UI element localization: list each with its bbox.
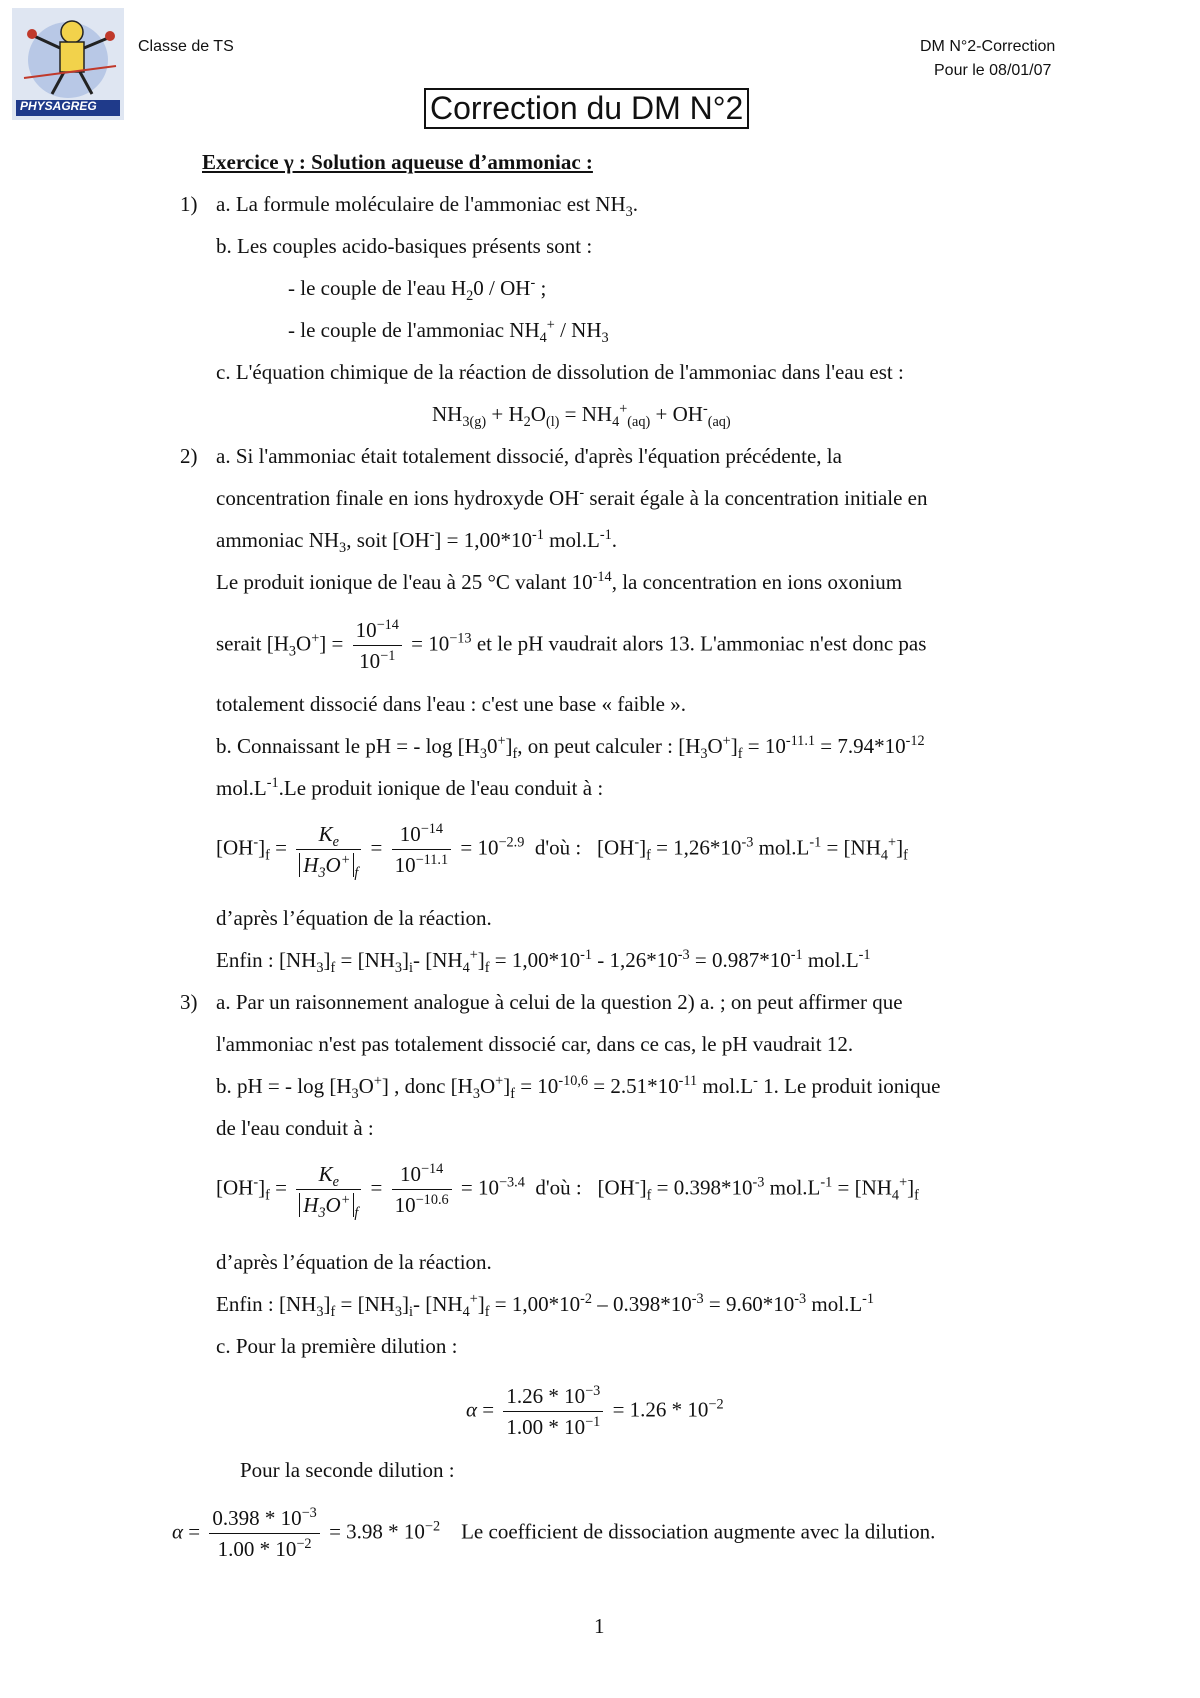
q1-number: 1) bbox=[180, 192, 198, 216]
q2-b-formula: $[OH^-]_f$ = $\frac{K_e}{H_3O^+_f}$ = $\frac{10^{-14}}{10^{-11.1}}$ = $10^{-2.9}$ d'où : $[OH^-]_f = 1,26*10^{-3}$ $mol.L^{-1} = [NH_4^+]_f$ bbox=[216, 821, 908, 882]
header-left: Classe de TS bbox=[138, 38, 234, 55]
q3-b-line2: de l'eau conduit à : bbox=[216, 1116, 374, 1140]
header-right-line1: DM N°2-Correction bbox=[920, 38, 1056, 55]
q2-a-line6: totalement dissocié dans l'eau : c'est une base « faible ». bbox=[216, 692, 686, 716]
q3-number: 3) bbox=[180, 990, 198, 1014]
exercise-heading: Exercice γ : Solution aqueuse d’ammoniac : bbox=[202, 150, 593, 174]
q2-a-line1: a. Si l'ammoniac était totalement dissocié, d'après l'équation précédente, la bbox=[216, 444, 842, 468]
logo bbox=[12, 8, 124, 120]
q3-after: d’après l’équation de la réaction. bbox=[216, 1250, 492, 1274]
page-number: 1 bbox=[594, 1614, 605, 1638]
q3-enfin: Enfin : $[NH_3]_f = [NH_3]_i-$ $[NH_4^+]_f = 1,00*10^{-2} - 0.398*10^{-3} = 9.60*10^{-3}$ $mol.L^{-1}$ bbox=[216, 1291, 875, 1321]
q1-b: b. Les couples acido-basiques présents sont : bbox=[216, 234, 593, 258]
q2-number: 2) bbox=[180, 444, 198, 468]
page-title: Correction du DM N°2 bbox=[424, 88, 749, 129]
q2-a-line5: serait $[H_3O^+]$ = $\frac{10^{-14}}{10^{-1}}$ = $10^{-13}$ et le pH vaudrait alors 13. L'ammoniac n'est donc pas bbox=[216, 617, 927, 674]
q2-a-line2: concentration finale en ions hydroxyde OH- serait égale à la concentration initiale en bbox=[216, 485, 928, 510]
q3-alpha2: α = $\frac{0.398 * 10^{-3}}{1.00 * 10^{-2}}$ = $3.98 * 10^{-2}$ Le coefficient de dissociation augmente avec la dilution. bbox=[172, 1505, 936, 1562]
q2-b-line1: b. Connaissant le pH = - $\log [H_30^+]_f$, on peut calculer : $[H_3O^+]_f = 10^{-11.1} = 7.94*10^{-12}$ bbox=[216, 733, 925, 763]
q1-c: c. L'équation chimique de la réaction de dissolution de l'ammoniac dans l'eau est : bbox=[216, 360, 904, 384]
q3-second: Pour la seconde dilution : bbox=[240, 1458, 455, 1482]
q3-a-line1: a. Par un raisonnement analogue à celui de la question 2) a. ; on peut affirmer que bbox=[216, 990, 903, 1014]
q3-b-line1: b. pH = - $\log [H_3O^+]$ , donc $[H_3O^+]_f = 10^{-10,6} = 2.51*10^{-11}$ mol.L- 1. Le produit ionique bbox=[216, 1073, 941, 1103]
q2-enfin: Enfin : $[NH_3]_f = [NH_3]_i-$ $[NH_4^+]_f = 1,00*10^{-1} - 1,26*10^{-3} = 0.987*10^{-1}$ $mol.L^{-1}$ bbox=[216, 947, 871, 977]
q2-after: d’après l’équation de la réaction. bbox=[216, 906, 492, 930]
q3-c: c. Pour la première dilution : bbox=[216, 1334, 458, 1358]
header-right-line2: Pour le 08/01/07 bbox=[934, 62, 1052, 79]
logo-text: PHYSAGREG bbox=[20, 99, 97, 113]
q1-equation: $NH_{3(g)} + H_2O_{(l)} = NH_4^+_{(aq)} + OH^-_{(aq)}$ bbox=[432, 401, 731, 431]
q2-a-line3: ammoniac $NH_3$, soit $[OH^-] = 1,00*10^{-1}$ $mol.L^{-1}$. bbox=[216, 527, 617, 557]
q2-a-line4: Le produit ionique de l'eau à 25 °C valant $10^{-14}$, la concentration en ions oxonium bbox=[216, 569, 903, 594]
q2-b-line2: $mol.L^{-1}.Le$ produit ionique de l'eau conduit à : bbox=[216, 775, 604, 800]
q3-b-formula: $[OH^-]_f$ = $\frac{K_e}{H_3O^+_f}$ = $\frac{10^{-14}}{10^{-10.6}}$ = $10^{-3.4}$ d'où : $[OH^-]_f = 0.398*10^{-3}$ $mol.L^{-1} = [NH_4^+]_f$ bbox=[216, 1161, 919, 1222]
q1-a: a. La formule moléculaire de l'ammoniac est $NH_3$. bbox=[216, 192, 639, 221]
q1-b-couple-water: - le couple de l'eau $H_20 / OH^-$ ; bbox=[288, 275, 547, 305]
q3-a-line2: l'ammoniac n'est pas totalement dissocié car, dans ce cas, le pH vaudrait 12. bbox=[216, 1032, 854, 1056]
q1-b-couple-ammonia: - le couple de l'ammoniac $NH_4^+ / NH_3$ bbox=[288, 317, 609, 347]
q3-alpha1: α = $\frac{1.26 * 10^{-3}}{1.00 * 10^{-1}}$ = $1.26 * 10^{-2}$ bbox=[466, 1383, 724, 1440]
